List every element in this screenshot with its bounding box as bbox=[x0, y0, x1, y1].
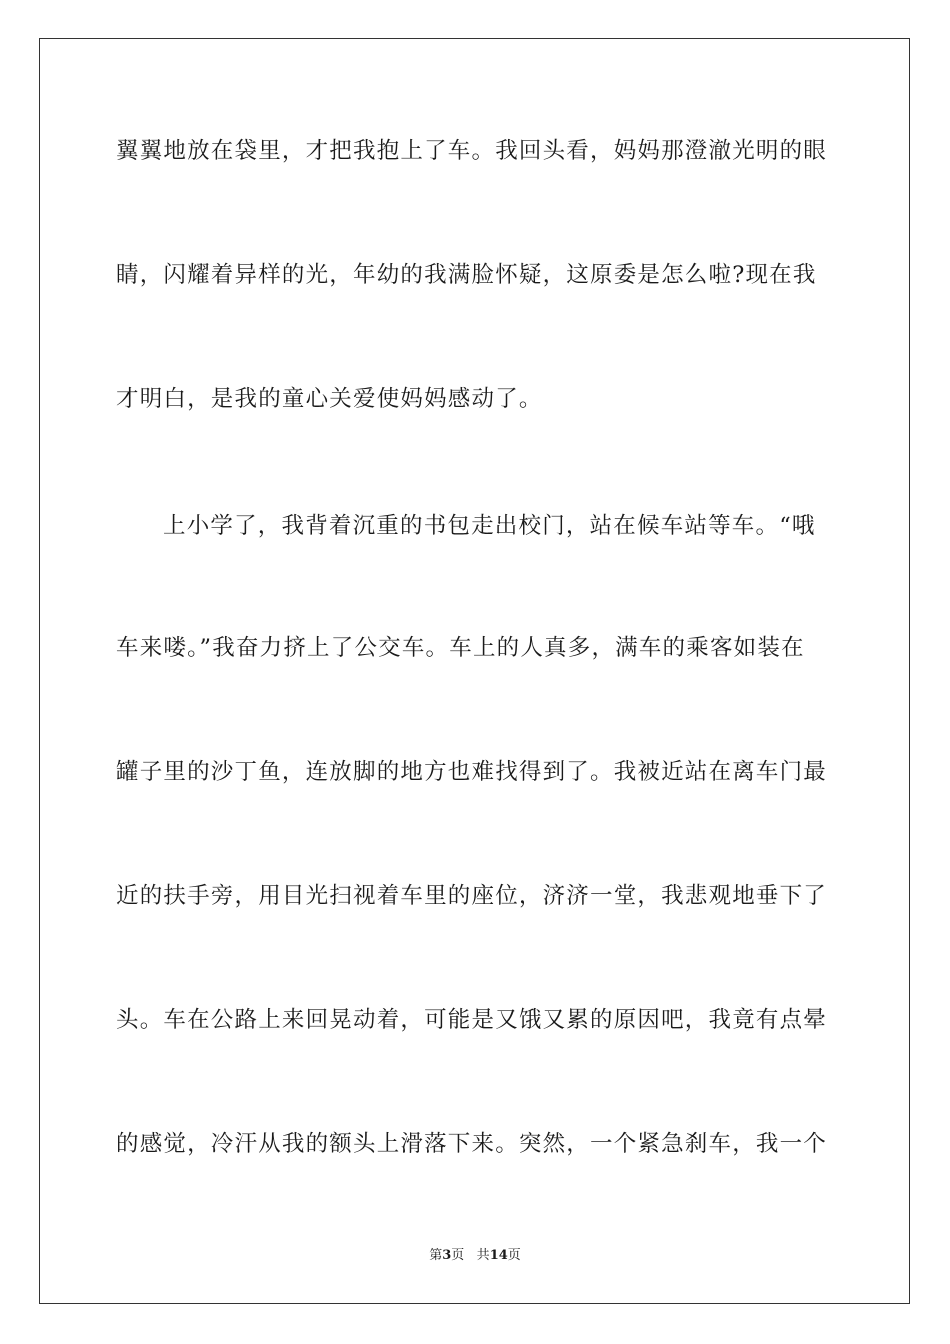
body-line-6: 罐子里的沙丁鱼，连放脚的地方也难找得到了。我被近站在离车门最 bbox=[116, 759, 828, 785]
footer-page-number: 3 bbox=[442, 1248, 452, 1263]
body-line-7: 近的扶手旁，用目光扫视着车里的座位，济济一堂，我悲观地垂下了 bbox=[116, 883, 828, 909]
footer-total-prefix: 共 bbox=[476, 1248, 490, 1263]
page-frame bbox=[39, 38, 910, 1304]
body-line-5: 车来喽。”我奋力挤上了公交车。车上的人真多，满车的乘客如装在 bbox=[116, 635, 805, 661]
body-line-4-paragraph-start: 上小学了，我背着沉重的书包走出校门，站在候车站等车。“哦 bbox=[163, 513, 816, 539]
body-line-2: 睛，闪耀着异样的光，年幼的我满脸怀疑，这原委是怎么啦?现在我 bbox=[116, 262, 817, 288]
footer-total-suffix: 页 bbox=[507, 1248, 521, 1263]
body-line-1: 翼翼地放在袋里，才把我抱上了车。我回头看，妈妈那澄澈光明的眼 bbox=[116, 138, 828, 164]
body-line-8: 头。车在公路上来回晃动着，可能是又饿又累的原因吧，我竟有点晕 bbox=[116, 1007, 828, 1033]
body-line-9: 的感觉，冷汗从我的额头上滑落下来。突然，一个紧急刹车，我一个 bbox=[116, 1131, 828, 1157]
footer-total-pages: 14 bbox=[489, 1248, 508, 1263]
body-line-3: 才明白，是我的童心关爱使妈妈感动了。 bbox=[116, 386, 543, 412]
footer-page-prefix: 第 bbox=[429, 1248, 443, 1263]
footer-page-suffix: 页 bbox=[451, 1248, 465, 1263]
page-footer bbox=[0, 1248, 950, 1264]
